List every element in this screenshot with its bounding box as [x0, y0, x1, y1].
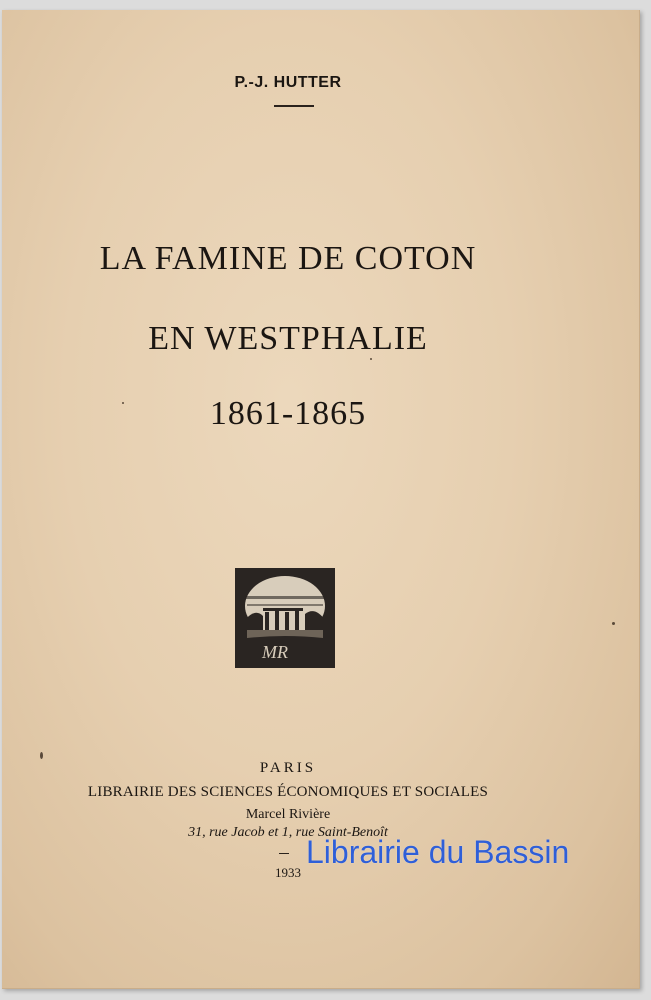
- book-title-line2: EN WESTPHALIE: [148, 320, 428, 357]
- ink-speck: [40, 752, 43, 759]
- publisher-vignette-icon: [235, 568, 335, 668]
- vignette-monogram: MR: [262, 642, 288, 662]
- book-title-line1: LA FAMINE DE COTON: [99, 240, 477, 277]
- publication-year: 1933: [275, 865, 301, 880]
- author-name: P.-J. HUTTER: [234, 74, 342, 91]
- publication-city: PARIS: [259, 760, 317, 776]
- publisher-address: 31, rue Jacob et 1, rue Saint-Benoît: [188, 825, 388, 840]
- publisher-name: LIBRAIRIE DES SCIENCES ÉCONOMIQUES ET SOCIALES: [87, 784, 489, 800]
- editor-name: Marcel Rivière: [245, 807, 331, 822]
- year-separator: [279, 853, 289, 854]
- book-dates: 1861-1865: [209, 395, 367, 432]
- ink-speck: [612, 622, 615, 625]
- ink-speck: [370, 358, 372, 360]
- author-underline: [274, 105, 314, 107]
- bookseller-watermark: Librairie du Bassin: [306, 834, 570, 870]
